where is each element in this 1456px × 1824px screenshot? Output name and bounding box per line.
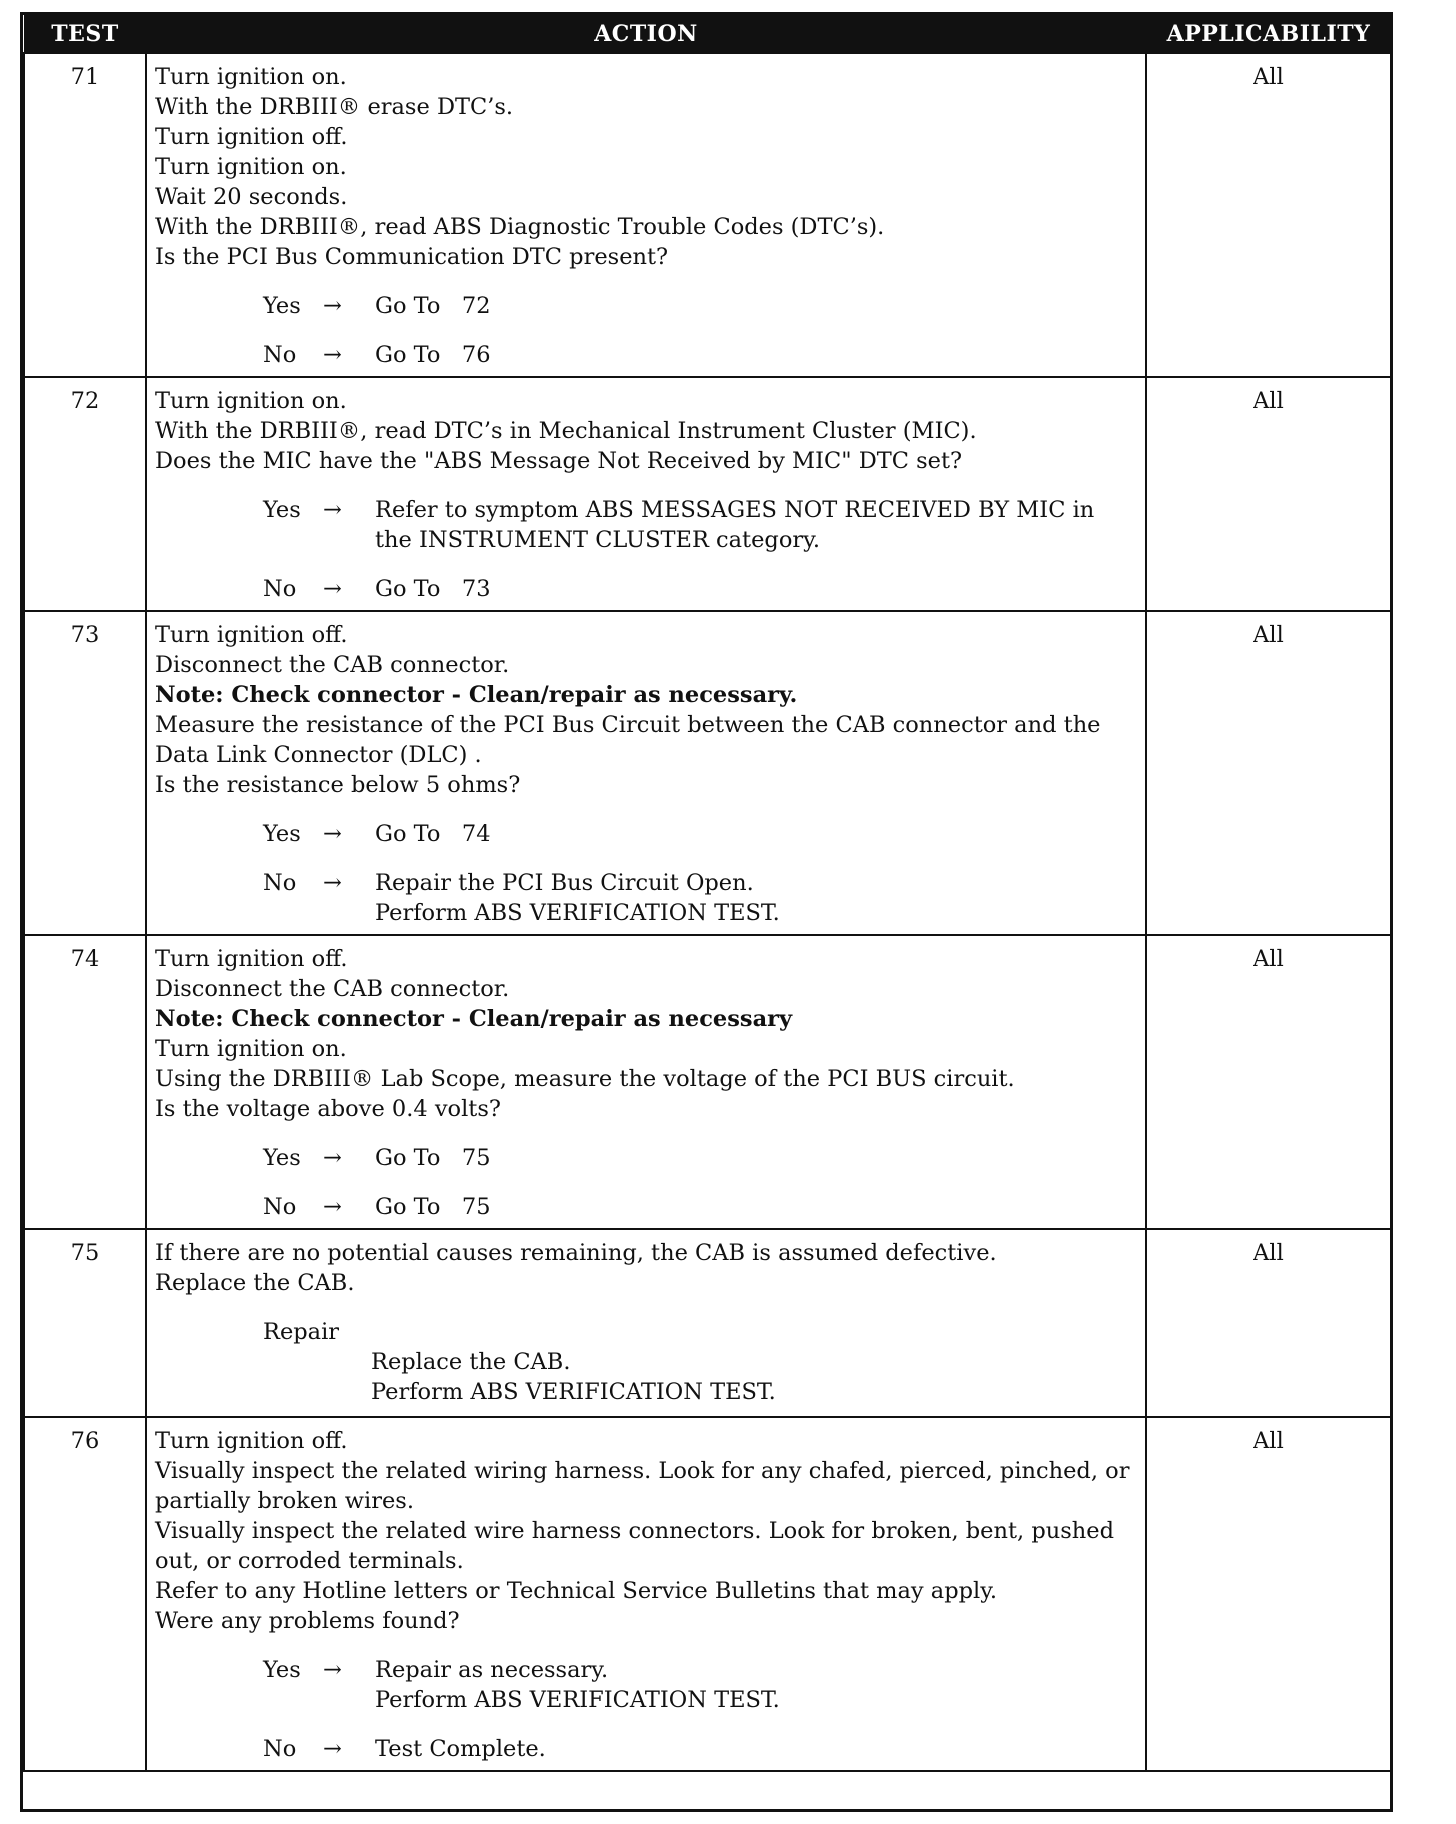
answer-key: Yes [263, 293, 301, 319]
action-line: Turn ignition off. [155, 124, 348, 150]
action-line: Wait 20 seconds. [155, 184, 348, 210]
answer-result [375, 291, 1137, 321]
action-line: Were any problems found? [155, 1608, 460, 1634]
action-line: Does the MIC have the "ABS Message Not Received by MIC" DTC set? [155, 448, 963, 474]
action-cell [146, 53, 1146, 377]
test-number: 75 [24, 1229, 146, 1417]
yes-answer [155, 495, 1137, 555]
test-number: 71 [24, 53, 146, 377]
yes-answer [155, 291, 1137, 321]
arrow-right-icon: → [323, 293, 342, 319]
no-answer [155, 574, 1137, 604]
action-line: Is the PCI Bus Communication DTC present? [155, 244, 669, 270]
answer-result [375, 1192, 1137, 1222]
applicability-cell: All [1146, 53, 1391, 377]
arrow-right-icon: → [323, 497, 342, 523]
repair-step: Replace the CAB. [371, 1349, 571, 1375]
action-line: partially broken wires. [155, 1488, 415, 1514]
action-line: Refer to any Hotline letters or Technical Service Bulletins that may apply. [155, 1578, 998, 1604]
yes-answer [155, 819, 1137, 849]
diagnostic-table-sheet [20, 12, 1393, 1812]
action-line: If there are no potential causes remaining, the CAB is assumed defective. [155, 1240, 997, 1266]
action-line: Turn ignition on. [155, 1036, 347, 1062]
header-applicability: APPLICABILITY [1146, 15, 1391, 53]
arrow-right-icon: → [323, 576, 342, 602]
answer-key: No [263, 342, 297, 368]
action-line: Visually inspect the related wiring harness. Look for any chafed, pierced, pinched, or [155, 1458, 1130, 1484]
applicability-cell: All [1146, 935, 1391, 1229]
answer-result-line: Perform ABS VERIFICATION TEST. [375, 900, 780, 926]
answer-result-line: Go To 74 [375, 821, 491, 847]
action-line: Turn ignition on. [155, 64, 347, 90]
table-row [24, 935, 1391, 1229]
answer-key: No [263, 1194, 297, 1220]
answer-result-line: Repair the PCI Bus Circuit Open. [375, 870, 754, 896]
action-line: Turn ignition on. [155, 388, 347, 414]
action-line: Turn ignition off. [155, 946, 348, 972]
repair-steps [263, 1347, 1137, 1407]
answer-result-line: Refer to symptom ABS MESSAGES NOT RECEIVED BY MIC in [375, 497, 1095, 523]
action-cell [146, 611, 1146, 935]
table-row [24, 1229, 1391, 1417]
answer-result-line: Test Complete. [375, 1736, 546, 1762]
applicability-cell: All [1146, 611, 1391, 935]
action-line: Using the DRBIII® Lab Scope, measure the voltage of the PCI BUS circuit. [155, 1066, 1015, 1092]
answer-result-line: Go To 75 [375, 1194, 491, 1220]
answer-key: Yes [263, 821, 301, 847]
applicability-cell: All [1146, 377, 1391, 611]
repair-block [155, 1317, 1137, 1407]
answer-key: Yes [263, 497, 301, 523]
repair-step: Perform ABS VERIFICATION TEST. [371, 1379, 776, 1405]
test-number: 74 [24, 935, 146, 1229]
answer-result [375, 495, 1137, 555]
answer-result-line: Go To 73 [375, 576, 491, 602]
answer-result-line: Go To 75 [375, 1145, 491, 1171]
action-note: Note: Check connector - Clean/repair as necessary [155, 1006, 793, 1032]
header-action: ACTION [146, 15, 1146, 53]
action-line: Visually inspect the related wire harness connectors. Look for broken, bent, pushed [155, 1518, 1114, 1544]
arrow-right-icon: → [323, 821, 342, 847]
action-line: Is the resistance below 5 ohms? [155, 772, 521, 798]
answer-key: No [263, 576, 297, 602]
action-line: Data Link Connector (DLC) . [155, 742, 482, 768]
action-line: With the DRBIII®, read DTC’s in Mechanical Instrument Cluster (MIC). [155, 418, 977, 444]
arrow-right-icon: → [323, 1194, 342, 1220]
answer-result [375, 340, 1137, 370]
answer-key: Yes [263, 1657, 301, 1683]
answer-result [375, 1734, 1137, 1764]
action-note: Note: Check connector - Clean/repair as necessary. [155, 682, 798, 708]
action-line: Disconnect the CAB connector. [155, 652, 510, 678]
action-cell [146, 377, 1146, 611]
answer-result [375, 1143, 1137, 1173]
table-header-row [24, 15, 1391, 53]
action-cell [146, 935, 1146, 1229]
test-number: 73 [24, 611, 146, 935]
arrow-right-icon: → [323, 870, 342, 896]
arrow-right-icon: → [323, 1736, 342, 1762]
action-line: Turn ignition off. [155, 1428, 348, 1454]
arrow-right-icon: → [323, 1145, 342, 1171]
no-answer [155, 868, 1137, 928]
answer-result [375, 868, 1137, 928]
action-line: Measure the resistance of the PCI Bus Circuit between the CAB connector and the [155, 712, 1101, 738]
no-answer [155, 1192, 1137, 1222]
answer-result [375, 819, 1137, 849]
answer-result [375, 574, 1137, 604]
action-line: Turn ignition off. [155, 622, 348, 648]
action-line: Replace the CAB. [155, 1270, 355, 1296]
yes-answer [155, 1143, 1137, 1173]
table-row [24, 1417, 1391, 1771]
repair-label: Repair [263, 1319, 340, 1345]
test-number: 76 [24, 1417, 146, 1771]
yes-answer [155, 1655, 1137, 1715]
no-answer [155, 1734, 1137, 1764]
table-row [24, 377, 1391, 611]
no-answer [155, 340, 1137, 370]
applicability-cell: All [1146, 1229, 1391, 1417]
arrow-right-icon: → [323, 342, 342, 368]
answer-key: No [263, 870, 297, 896]
answer-result-line: the INSTRUMENT CLUSTER category. [375, 527, 820, 553]
answer-result-line: Perform ABS VERIFICATION TEST. [375, 1687, 780, 1713]
action-line: With the DRBIII® erase DTC’s. [155, 94, 514, 120]
action-cell [146, 1229, 1146, 1417]
table-row [24, 611, 1391, 935]
answer-result-line: Repair as necessary. [375, 1657, 609, 1683]
answer-result-line: Go To 72 [375, 293, 491, 319]
applicability-cell: All [1146, 1417, 1391, 1771]
action-cell [146, 1417, 1146, 1771]
table-row [24, 53, 1391, 377]
action-line: Is the voltage above 0.4 volts? [155, 1096, 501, 1122]
arrow-right-icon: → [323, 1657, 342, 1683]
action-line: Disconnect the CAB connector. [155, 976, 510, 1002]
action-line: With the DRBIII®, read ABS Diagnostic Trouble Codes (DTC’s). [155, 214, 885, 240]
answer-key: No [263, 1736, 297, 1762]
diagnostic-table [23, 15, 1392, 1772]
action-line: out, or corroded terminals. [155, 1548, 464, 1574]
answer-result-line: Go To 76 [375, 342, 491, 368]
action-line: Turn ignition on. [155, 154, 347, 180]
answer-key: Yes [263, 1145, 301, 1171]
test-number: 72 [24, 377, 146, 611]
answer-result [375, 1655, 1137, 1715]
header-test: TEST [24, 15, 146, 53]
